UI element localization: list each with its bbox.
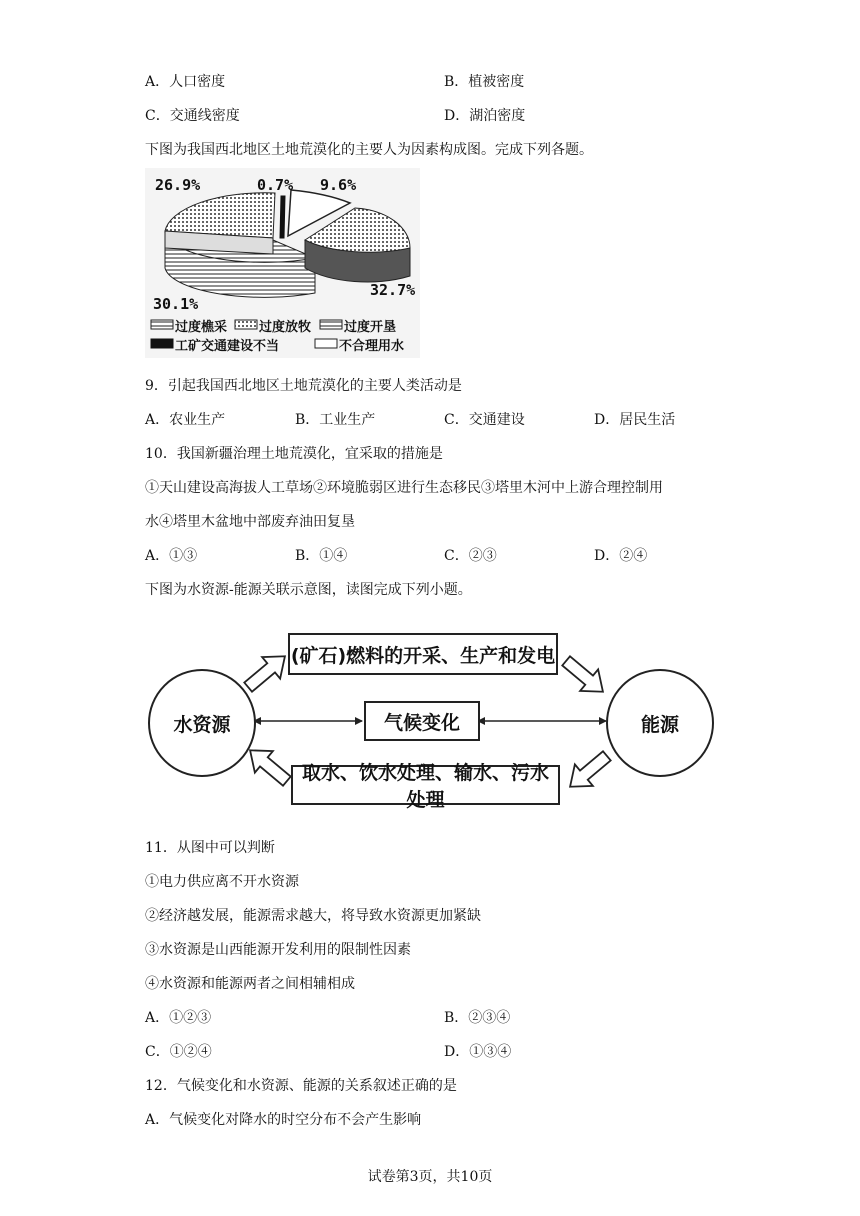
hollow-arrow-upper-left bbox=[239, 646, 294, 698]
page-footer: 试卷第3页，共10页 bbox=[367, 1169, 493, 1185]
legend-fangmu: 过度放牧 bbox=[259, 320, 312, 335]
q8-option-a: A．人口密度 bbox=[145, 74, 226, 90]
q10-statement-line1: ①天山建设高海拔人工草场②环境脆弱区进行生态移民③塔里木河中上游合理控制用 bbox=[145, 480, 663, 496]
legend-qiaocai: 过度樵采 bbox=[175, 320, 228, 335]
q9-option-d: D．居民生活 bbox=[594, 412, 676, 428]
box-fuel-extraction: (矿石)燃料的开采、生产和发电 bbox=[288, 633, 558, 675]
q11-stem: 11．从图中可以判断 bbox=[145, 840, 275, 856]
pie-label-fangmu: 26.9% bbox=[155, 176, 201, 194]
q12-stem: 12．气候变化和水资源、能源的关系叙述正确的是 bbox=[145, 1078, 457, 1094]
q10-option-c: C．②③ bbox=[444, 548, 497, 564]
q9-stem: 9．引起我国西北地区土地荒漠化的主要人类活动是 bbox=[145, 378, 462, 394]
pie-slice-gongkuang bbox=[280, 196, 285, 238]
node-water-resources: 水资源 bbox=[148, 669, 256, 777]
pie-label-qiaocai: 30.1% bbox=[153, 295, 199, 313]
legend-marker-yongshui bbox=[315, 339, 337, 348]
pie-label-kaiken: 32.7% bbox=[370, 281, 416, 299]
q8-option-b: B．植被密度 bbox=[444, 74, 525, 90]
q11-option-d: D．①③④ bbox=[444, 1044, 512, 1060]
q12-option-a: A．气候变化对降水的时空分布不会产生影响 bbox=[145, 1112, 422, 1128]
q9-option-a: A．农业生产 bbox=[145, 412, 226, 428]
q10-stem: 10．我国新疆治理土地荒漠化，宜采取的措施是 bbox=[145, 446, 443, 462]
legend-marker-fangmu bbox=[235, 320, 257, 329]
legend-marker-gongkuang bbox=[151, 339, 173, 348]
pie-label-gongkuang: 0.7% bbox=[257, 176, 294, 194]
intro-pie: 下图为我国西北地区土地荒漠化的主要人为因素构成图。完成下列各题。 bbox=[145, 142, 593, 158]
legend-marker-kaiken bbox=[320, 320, 342, 329]
node-energy: 能源 bbox=[606, 669, 714, 777]
q8-option-c: C．交通线密度 bbox=[145, 108, 240, 124]
q11-statement-2: ②经济越发展，能源需求越大，将导致水资源更加紧缺 bbox=[145, 908, 481, 924]
intro-diagram: 下图为水资源-能源关联示意图，读图完成下列小题。 bbox=[145, 582, 472, 598]
q11-statement-3: ③水资源是山西能源开发利用的限制性因素 bbox=[145, 942, 411, 958]
pie-label-yongshui: 9.6% bbox=[320, 176, 357, 194]
q10-option-a: A．①③ bbox=[145, 548, 198, 564]
q11-option-b: B．②③④ bbox=[444, 1010, 511, 1026]
pie-slice-fangmu bbox=[165, 193, 275, 238]
water-energy-diagram bbox=[140, 625, 720, 810]
box-climate-change: 气候变化 bbox=[364, 701, 480, 741]
legend-gongkuang: 工矿交通建设不当 bbox=[175, 339, 280, 354]
q10-option-d: D．②④ bbox=[594, 548, 648, 564]
hollow-arrow-lower-right bbox=[561, 745, 616, 797]
box-water-processing: 取水、饮水处理、输水、污水处理 bbox=[291, 765, 560, 805]
q10-option-b: B．①④ bbox=[295, 548, 348, 564]
legend-yongshui: 不合理用水 bbox=[339, 339, 405, 354]
q9-option-b: B．工业生产 bbox=[295, 412, 376, 428]
q11-statement-4: ④水资源和能源两者之间相辅相成 bbox=[145, 976, 355, 992]
q9-option-c: C．交通建设 bbox=[444, 412, 525, 428]
q11-option-c: C．①②④ bbox=[145, 1044, 212, 1060]
pie-chart-figure bbox=[145, 168, 420, 358]
q11-option-a: A．①②③ bbox=[145, 1010, 212, 1026]
q11-statement-1: ①电力供应离不开水资源 bbox=[145, 874, 299, 890]
hollow-arrow-upper-right bbox=[557, 650, 612, 702]
legend-kaiken: 过度开垦 bbox=[344, 320, 397, 335]
q8-option-d: D．湖泊密度 bbox=[444, 108, 526, 124]
legend-marker-qiaocai bbox=[151, 320, 173, 329]
q10-statement-line2: 水④塔里木盆地中部废弃油田复垦 bbox=[145, 514, 355, 530]
